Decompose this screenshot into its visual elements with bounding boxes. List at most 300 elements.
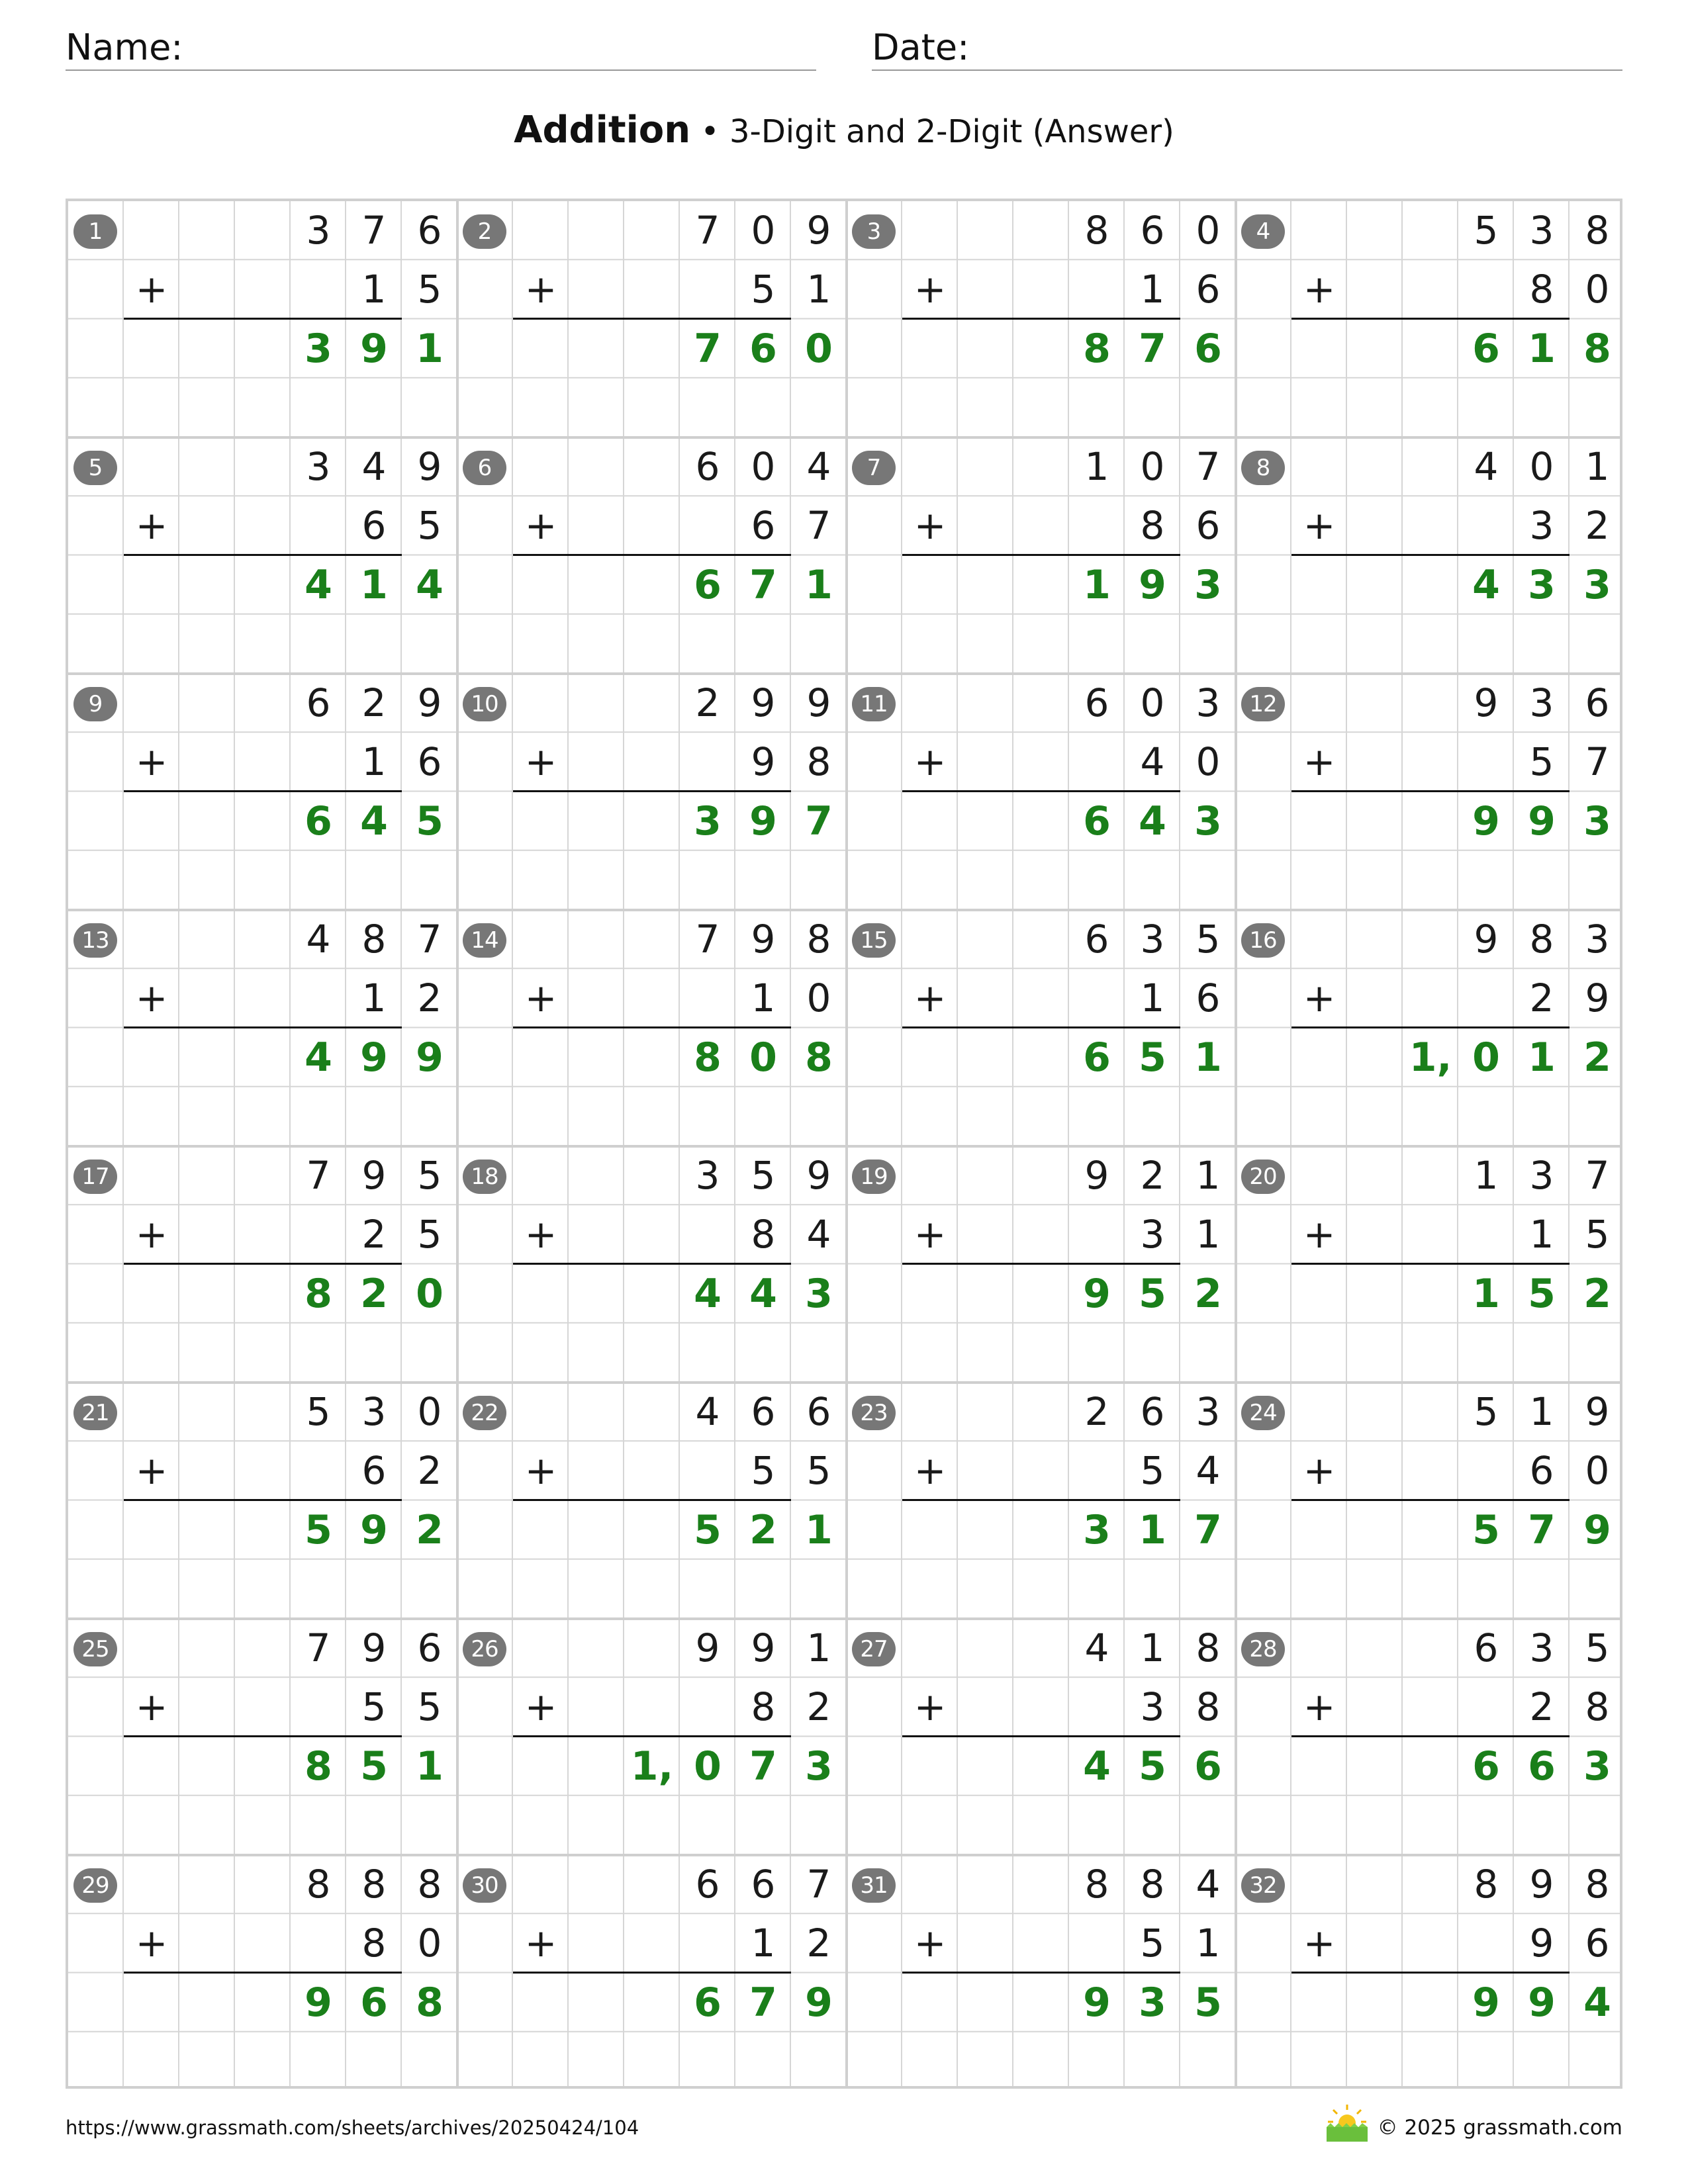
answer-digit: 1 xyxy=(1139,1506,1166,1553)
bottom-addend-digit: 8 xyxy=(1196,1684,1221,1730)
addition-problem xyxy=(1236,437,1625,674)
top-addend-digit: 4 xyxy=(361,444,387,489)
answer-digit: 6 xyxy=(1194,325,1222,372)
plus-sign: + xyxy=(914,1212,947,1257)
answer-digit: 1 xyxy=(805,561,833,608)
bottom-addend-digit: 6 xyxy=(1196,503,1221,549)
addition-problem xyxy=(457,910,847,1146)
top-addend-digit: 5 xyxy=(1474,1389,1499,1434)
top-addend-digit: 4 xyxy=(695,1389,720,1434)
top-addend-digit: 9 xyxy=(1474,680,1499,725)
top-addend-digit: 6 xyxy=(806,1389,831,1434)
answer-digit: 2 xyxy=(1583,1034,1611,1081)
answer-digit: 5 xyxy=(1528,1270,1556,1317)
addition-problem xyxy=(847,1855,1236,2091)
plus-sign: + xyxy=(1303,739,1336,785)
problem-number-badge: 2 xyxy=(463,214,506,249)
answer-digit: 0 xyxy=(1472,1034,1500,1081)
answer-digit: 9 xyxy=(360,325,388,372)
problem-number-badge: 19 xyxy=(852,1160,896,1194)
top-addend-digit: 8 xyxy=(1585,1862,1610,1907)
bottom-addend-digit: 6 xyxy=(1196,267,1221,312)
answer-digit: 2 xyxy=(1583,1270,1611,1317)
top-addend-digit: 3 xyxy=(1196,680,1221,725)
bottom-addend-digit: 0 xyxy=(806,976,831,1021)
answer-digit: 1 xyxy=(1528,1034,1556,1081)
answer-digit: 1 xyxy=(1528,325,1556,372)
problem-number-badge: 28 xyxy=(1241,1632,1285,1666)
top-addend-digit: 1 xyxy=(1474,1153,1499,1198)
answer-digit: 3 xyxy=(1194,797,1222,844)
bottom-addend-digit: 8 xyxy=(1585,1684,1610,1730)
answer-digit: 9 xyxy=(1528,1979,1556,2026)
bottom-addend-digit: 6 xyxy=(1196,976,1221,1021)
top-addend-digit: 5 xyxy=(306,1389,331,1434)
top-addend-digit: 3 xyxy=(1529,1625,1554,1670)
top-addend-digit: 9 xyxy=(806,208,831,253)
addition-problem xyxy=(68,437,457,674)
answer-digit: 9 xyxy=(416,1034,444,1081)
top-addend-digit: 4 xyxy=(1474,444,1499,489)
answer-digit: 7 xyxy=(1194,1506,1222,1553)
top-addend-digit: 5 xyxy=(1474,208,1499,253)
bottom-addend-digit: 1 xyxy=(361,976,387,1021)
answer-digit: 9 xyxy=(749,797,777,844)
answer-digit: 6 xyxy=(305,797,332,844)
answer-digit: 5 xyxy=(360,1743,388,1790)
top-addend-digit: 8 xyxy=(1196,1625,1221,1670)
answer-digit: 1 xyxy=(416,325,444,372)
answer-digit: 3 xyxy=(1083,1506,1111,1553)
plus-sign: + xyxy=(1303,1212,1336,1257)
answer-digit: 7 xyxy=(1528,1506,1556,1553)
top-addend-digit: 3 xyxy=(1140,917,1165,962)
problem-number-badge: 26 xyxy=(463,1632,506,1666)
addition-problem xyxy=(457,1619,847,1855)
top-addend-digit: 7 xyxy=(1196,444,1221,489)
bottom-addend-digit: 0 xyxy=(1585,1448,1610,1494)
answer-digit: 4 xyxy=(305,1034,332,1081)
bottom-addend-digit: 5 xyxy=(806,1448,831,1494)
top-addend-digit: 0 xyxy=(1140,444,1165,489)
plus-sign: + xyxy=(135,1448,168,1494)
bottom-addend-digit: 6 xyxy=(417,739,442,785)
bottom-addend-digit: 6 xyxy=(1529,1448,1554,1494)
problem-number-badge: 10 xyxy=(463,687,506,721)
bottom-addend-digit: 1 xyxy=(1140,267,1165,312)
answer-digit: 4 xyxy=(416,561,444,608)
plus-sign: + xyxy=(1303,976,1336,1021)
top-addend-digit: 5 xyxy=(1196,917,1221,962)
problem-grid xyxy=(66,199,1622,2089)
addition-problem xyxy=(457,201,847,437)
bottom-addend-digit: 9 xyxy=(1585,976,1610,1021)
top-addend-digit: 1 xyxy=(1529,1389,1554,1434)
plus-sign: + xyxy=(914,1684,947,1730)
top-addend-digit: 2 xyxy=(695,680,720,725)
bottom-addend-digit: 3 xyxy=(1140,1684,1165,1730)
addition-problem xyxy=(457,1383,847,1619)
problem-number-badge: 4 xyxy=(1241,214,1285,249)
bottom-addend-digit: 1 xyxy=(1196,1212,1221,1257)
bottom-addend-digit: 4 xyxy=(1196,1448,1221,1494)
answer-digit: 4 xyxy=(1472,561,1500,608)
answer-digit: 9 xyxy=(1083,1979,1111,2026)
top-addend-digit: 8 xyxy=(1529,917,1554,962)
top-addend-digit: 8 xyxy=(1084,1862,1109,1907)
bottom-addend-digit: 8 xyxy=(806,739,831,785)
answer-digit: 6 xyxy=(694,1979,722,2026)
top-addend-digit: 1 xyxy=(1196,1153,1221,1198)
plus-sign: + xyxy=(524,739,557,785)
plus-sign: + xyxy=(914,503,947,549)
plus-sign: + xyxy=(914,739,947,785)
answer-digit: 4 xyxy=(1139,797,1166,844)
answer-digit: 2 xyxy=(416,1506,444,1553)
addition-problem xyxy=(1236,1855,1625,2091)
top-addend-digit: 7 xyxy=(306,1153,331,1198)
plus-sign: + xyxy=(1303,1448,1336,1494)
bottom-addend-digit: 5 xyxy=(417,503,442,549)
answer-digit: 4 xyxy=(360,797,388,844)
bottom-addend-digit: 8 xyxy=(751,1212,776,1257)
grass-shape xyxy=(1327,2127,1368,2142)
bottom-addend-digit: 5 xyxy=(751,1448,776,1494)
plus-sign: + xyxy=(914,1448,947,1494)
plus-sign: + xyxy=(914,267,947,312)
top-addend-digit: 5 xyxy=(751,1153,776,1198)
answer-digit: 6 xyxy=(1194,1743,1222,1790)
answer-digit: 0 xyxy=(749,1034,777,1081)
top-addend-digit: 0 xyxy=(417,1389,442,1434)
answer-digit: 5 xyxy=(1472,1506,1500,1553)
problem-number-badge: 30 xyxy=(463,1868,506,1903)
answer-digit: 4 xyxy=(749,1270,777,1317)
bottom-addend-digit: 9 xyxy=(1529,1921,1554,1966)
bottom-addend-digit: 5 xyxy=(1585,1212,1610,1257)
bottom-addend-digit: 6 xyxy=(1585,1921,1610,1966)
top-addend-digit: 6 xyxy=(1474,1625,1499,1670)
answer-digit: 1 xyxy=(1472,1270,1500,1317)
top-addend-digit: 8 xyxy=(417,1862,442,1907)
top-addend-digit: 6 xyxy=(1585,680,1610,725)
bottom-addend-digit: 6 xyxy=(751,503,776,549)
name-label: Name: xyxy=(66,26,183,68)
top-addend-digit: 3 xyxy=(306,444,331,489)
problem-number-badge: 12 xyxy=(1241,687,1285,721)
answer-digit: 8 xyxy=(1583,325,1611,372)
bottom-addend-digit: 5 xyxy=(1529,739,1554,785)
top-addend-digit: 3 xyxy=(1529,1153,1554,1198)
bottom-addend-digit: 8 xyxy=(1140,503,1165,549)
addition-problem xyxy=(1236,1383,1625,1619)
problem-number-badge: 5 xyxy=(73,451,117,485)
answer-digit: 7 xyxy=(749,1743,777,1790)
answer-digit: 6 xyxy=(1472,1743,1500,1790)
addition-problem xyxy=(1236,1619,1625,1855)
addition-problem xyxy=(457,437,847,674)
answer-digit: 5 xyxy=(416,797,444,844)
problem-number-badge: 16 xyxy=(1241,923,1285,958)
bottom-addend-digit: 5 xyxy=(751,267,776,312)
bottom-addend-digit: 6 xyxy=(361,503,387,549)
answer-digit: 5 xyxy=(305,1506,332,1553)
answer-digit: 8 xyxy=(694,1034,722,1081)
bottom-addend-digit: 1 xyxy=(751,976,776,1021)
problem-number-badge: 13 xyxy=(73,923,117,958)
bottom-addend-digit: 7 xyxy=(1585,739,1610,785)
answer-digit: 8 xyxy=(305,1743,332,1790)
top-addend-digit: 0 xyxy=(1196,208,1221,253)
answer-digit: 9 xyxy=(305,1979,332,2026)
problem-number-badge: 32 xyxy=(1241,1868,1285,1903)
top-addend-digit: 3 xyxy=(695,1153,720,1198)
answer-digit: 1, xyxy=(1409,1034,1452,1081)
top-addend-digit: 4 xyxy=(306,917,331,962)
answer-digit: 8 xyxy=(1083,325,1111,372)
top-addend-digit: 3 xyxy=(1529,680,1554,725)
answer-digit: 6 xyxy=(1083,797,1111,844)
answer-digit: 5 xyxy=(1139,1270,1166,1317)
answer-digit: 7 xyxy=(694,325,722,372)
top-addend-digit: 3 xyxy=(361,1389,387,1434)
plus-sign: + xyxy=(1303,1684,1336,1730)
top-addend-digit: 8 xyxy=(1474,1862,1499,1907)
top-addend-digit: 6 xyxy=(417,208,442,253)
answer-digit: 1 xyxy=(360,561,388,608)
problem-number-badge: 20 xyxy=(1241,1160,1285,1194)
title-main: Addition xyxy=(514,109,691,152)
problem-number-badge: 8 xyxy=(1241,451,1285,485)
top-addend-digit: 2 xyxy=(1140,1153,1165,1198)
plus-sign: + xyxy=(1303,1921,1336,1966)
answer-digit: 9 xyxy=(360,1034,388,1081)
top-addend-digit: 7 xyxy=(417,917,442,962)
answer-digit: 4 xyxy=(1083,1743,1111,1790)
top-addend-digit: 1 xyxy=(1084,444,1109,489)
answer-digit: 0 xyxy=(694,1743,722,1790)
top-addend-digit: 9 xyxy=(417,444,442,489)
top-addend-digit: 3 xyxy=(1196,1389,1221,1434)
plus-sign: + xyxy=(914,1921,947,1966)
bottom-addend-digit: 5 xyxy=(361,1684,387,1730)
top-addend-digit: 3 xyxy=(1529,208,1554,253)
footer-copyright: © 2025 grassmath.com xyxy=(1377,2116,1622,2140)
problem-number-badge: 27 xyxy=(852,1632,896,1666)
answer-digit: 3 xyxy=(805,1270,833,1317)
answer-digit: 7 xyxy=(749,1979,777,2026)
addition-problem xyxy=(847,1146,1236,1383)
answer-digit: 2 xyxy=(749,1506,777,1553)
answer-digit: 4 xyxy=(1583,1979,1611,2026)
answer-digit: 6 xyxy=(1528,1743,1556,1790)
bottom-addend-digit: 5 xyxy=(417,1212,442,1257)
top-addend-digit: 1 xyxy=(1585,444,1610,489)
plus-sign: + xyxy=(524,1212,557,1257)
bottom-addend-digit: 3 xyxy=(1529,503,1554,549)
answer-digit: 1 xyxy=(416,1743,444,1790)
top-addend-digit: 6 xyxy=(751,1862,776,1907)
top-addend-digit: 9 xyxy=(1585,1389,1610,1434)
answer-digit: 9 xyxy=(360,1506,388,1553)
title-subtitle: • 3-Digit and 2-Digit (Answer) xyxy=(700,113,1174,150)
problem-number-badge: 18 xyxy=(463,1160,506,1194)
plus-sign: + xyxy=(135,976,168,1021)
bottom-addend-digit: 4 xyxy=(1140,739,1165,785)
bottom-addend-digit: 2 xyxy=(806,1684,831,1730)
answer-digit: 9 xyxy=(1472,1979,1500,2026)
bottom-addend-digit: 8 xyxy=(751,1684,776,1730)
answer-digit: 9 xyxy=(1139,561,1166,608)
answer-digit: 9 xyxy=(1083,1270,1111,1317)
problem-number-badge: 11 xyxy=(852,687,896,721)
plus-sign: + xyxy=(524,503,557,549)
answer-digit: 5 xyxy=(694,1506,722,1553)
answer-digit: 0 xyxy=(416,1270,444,1317)
date-field[interactable] xyxy=(872,20,1622,71)
bottom-addend-digit: 7 xyxy=(806,503,831,549)
plus-sign: + xyxy=(914,976,947,1021)
top-addend-digit: 6 xyxy=(1084,680,1109,725)
bottom-addend-digit: 0 xyxy=(1585,267,1610,312)
top-addend-digit: 9 xyxy=(361,1153,387,1198)
bottom-addend-digit: 1 xyxy=(1529,1212,1554,1257)
addition-problem xyxy=(1236,910,1625,1146)
addition-problem xyxy=(457,1855,847,2091)
addition-problem xyxy=(68,1146,457,1383)
answer-digit: 5 xyxy=(1139,1034,1166,1081)
addition-problem xyxy=(847,437,1236,674)
top-addend-digit: 7 xyxy=(306,1625,331,1670)
problem-number-badge: 7 xyxy=(852,451,896,485)
top-addend-digit: 8 xyxy=(361,1862,387,1907)
sun-over-grass-icon xyxy=(1324,2103,1370,2144)
answer-digit: 4 xyxy=(305,561,332,608)
problem-number-badge: 14 xyxy=(463,923,506,958)
addition-problem xyxy=(847,910,1236,1146)
answer-digit: 1 xyxy=(1194,1034,1222,1081)
bottom-addend-digit: 5 xyxy=(1140,1448,1165,1494)
answer-digit: 3 xyxy=(805,1743,833,1790)
addition-problem xyxy=(68,1619,457,1855)
top-addend-digit: 9 xyxy=(751,680,776,725)
problem-number-badge: 21 xyxy=(73,1396,117,1430)
addition-problem xyxy=(457,674,847,910)
top-addend-digit: 9 xyxy=(417,680,442,725)
top-addend-digit: 9 xyxy=(1084,1153,1109,1198)
problem-number-badge: 23 xyxy=(852,1396,896,1430)
answer-digit: 3 xyxy=(1583,561,1611,608)
problem-number-badge: 29 xyxy=(73,1868,117,1903)
addition-problem xyxy=(847,674,1236,910)
plus-sign: + xyxy=(1303,503,1336,549)
answer-digit: 3 xyxy=(1583,1743,1611,1790)
addition-problem xyxy=(847,1619,1236,1855)
addition-problem xyxy=(68,1855,457,2091)
top-addend-digit: 9 xyxy=(751,1625,776,1670)
top-addend-digit: 6 xyxy=(306,680,331,725)
bottom-addend-digit: 2 xyxy=(1529,976,1554,1021)
answer-digit: 6 xyxy=(694,561,722,608)
answer-digit: 8 xyxy=(416,1979,444,2026)
plus-sign: + xyxy=(135,503,168,549)
top-addend-digit: 9 xyxy=(751,917,776,962)
answer-digit: 0 xyxy=(805,325,833,372)
problem-number-badge: 22 xyxy=(463,1396,506,1430)
top-addend-digit: 8 xyxy=(1140,1862,1165,1907)
footer-url: https://www.grassmath.com/sheets/archives/20250424/104 xyxy=(66,2116,639,2139)
problem-number-badge: 3 xyxy=(852,214,896,249)
problem-number-badge: 24 xyxy=(1241,1396,1285,1430)
bottom-addend-digit: 1 xyxy=(361,739,387,785)
bottom-addend-digit: 2 xyxy=(417,1448,442,1494)
bottom-addend-digit: 6 xyxy=(361,1448,387,1494)
answer-digit: 3 xyxy=(1528,561,1556,608)
problem-number-badge: 6 xyxy=(463,451,506,485)
top-addend-digit: 3 xyxy=(1585,917,1610,962)
addition-problem xyxy=(847,201,1236,437)
plus-sign: + xyxy=(135,267,168,312)
name-field[interactable] xyxy=(66,20,816,71)
problem-number-badge: 17 xyxy=(73,1160,117,1194)
answer-digit: 9 xyxy=(1583,1506,1611,1553)
bottom-addend-digit: 1 xyxy=(1196,1921,1221,1966)
top-addend-digit: 2 xyxy=(361,680,387,725)
worksheet-title xyxy=(0,99,1688,163)
addition-problem xyxy=(68,674,457,910)
answer-digit: 6 xyxy=(1472,325,1500,372)
plus-sign: + xyxy=(524,976,557,1021)
top-addend-digit: 1 xyxy=(1140,1625,1165,1670)
top-addend-digit: 0 xyxy=(751,208,776,253)
top-addend-digit: 8 xyxy=(1084,208,1109,253)
bottom-addend-digit: 5 xyxy=(1140,1921,1165,1966)
answer-digit: 3 xyxy=(305,325,332,372)
plus-sign: + xyxy=(135,1212,168,1257)
addition-problem xyxy=(847,1383,1236,1619)
answer-digit: 7 xyxy=(1139,325,1166,372)
answer-digit: 7 xyxy=(749,561,777,608)
bottom-addend-digit: 0 xyxy=(1196,739,1221,785)
top-addend-digit: 8 xyxy=(1585,208,1610,253)
top-addend-digit: 0 xyxy=(1529,444,1554,489)
bottom-addend-digit: 1 xyxy=(751,1921,776,1966)
plus-sign: + xyxy=(135,1921,168,1966)
bottom-addend-digit: 2 xyxy=(1529,1684,1554,1730)
addition-problem xyxy=(1236,201,1625,437)
answer-digit: 8 xyxy=(805,1034,833,1081)
answer-digit: 5 xyxy=(1139,1743,1166,1790)
addition-problem xyxy=(1236,1146,1625,1383)
top-addend-digit: 4 xyxy=(1196,1862,1221,1907)
bottom-addend-digit: 5 xyxy=(417,1684,442,1730)
answer-digit: 9 xyxy=(805,1979,833,2026)
top-addend-digit: 7 xyxy=(695,917,720,962)
answer-digit: 1 xyxy=(1083,561,1111,608)
bottom-addend-digit: 2 xyxy=(1585,503,1610,549)
answer-digit: 9 xyxy=(1472,797,1500,844)
plus-sign: + xyxy=(524,1684,557,1730)
problem-number-badge: 31 xyxy=(852,1868,896,1903)
problem-number-badge: 25 xyxy=(73,1632,117,1666)
top-addend-digit: 6 xyxy=(1084,917,1109,962)
problem-number-badge: 1 xyxy=(73,214,117,249)
bottom-addend-digit: 1 xyxy=(361,267,387,312)
top-addend-digit: 7 xyxy=(695,208,720,253)
top-addend-digit: 9 xyxy=(361,1625,387,1670)
top-addend-digit: 6 xyxy=(751,1389,776,1434)
problem-number-badge: 15 xyxy=(852,923,896,958)
